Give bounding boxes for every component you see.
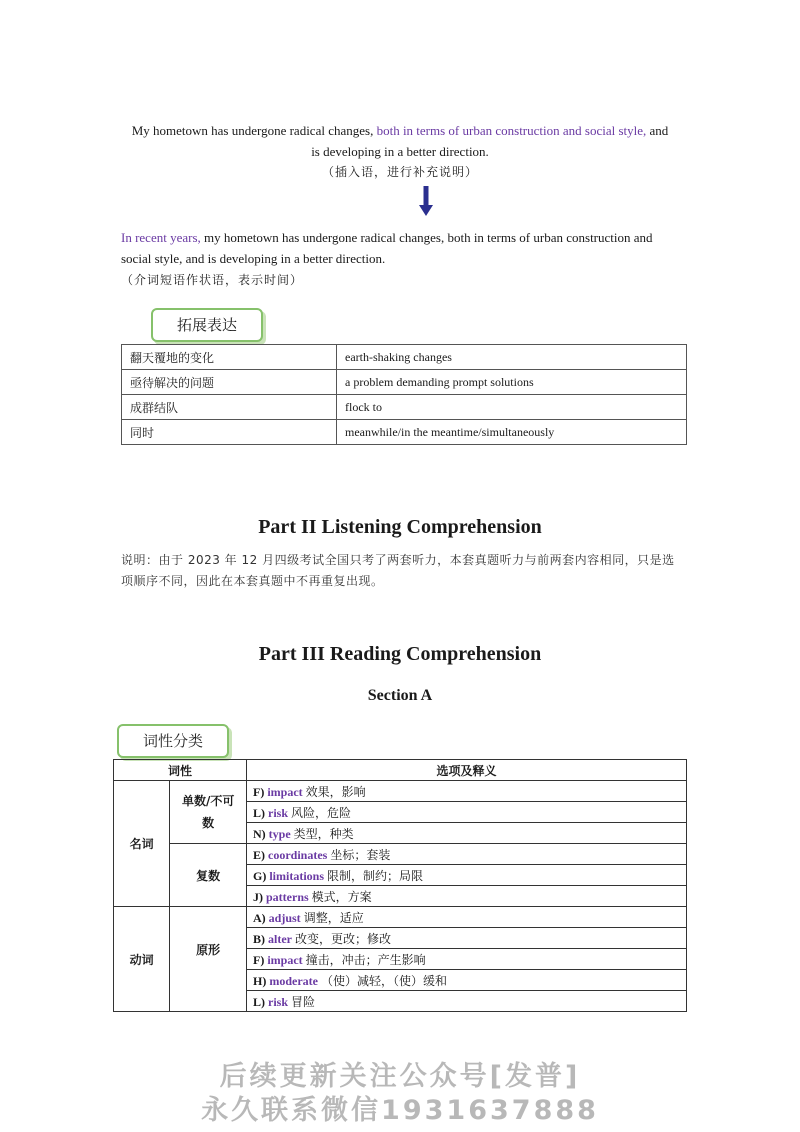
- sentence-text: My hometown has undergone radical changes,: [131, 123, 377, 138]
- section-title: Section A: [367, 687, 433, 704]
- expression-zh: 翻天覆地的变化: [122, 345, 337, 370]
- part3-title: Part III Reading Comprehension: [258, 643, 542, 665]
- expression-en: meanwhile/in the meantime/simultaneously: [337, 420, 687, 445]
- revised-sentence: [121, 227, 686, 269]
- option-cell: L) risk 风险，危险: [247, 802, 687, 823]
- expression-en: earth-shaking changes: [337, 345, 687, 370]
- part2-title: Part II Listening Comprehension: [258, 516, 542, 538]
- option-cell: J) patterns 模式，方案: [247, 886, 687, 907]
- expression-zh: 同时: [122, 420, 337, 445]
- option-cell: G) limitations 限制，制约；局限: [247, 865, 687, 886]
- inserted-phrase: both in terms of urban construction and social style,: [376, 123, 647, 138]
- adverbial-phrase: In recent years,: [121, 230, 201, 245]
- table-row: [122, 420, 687, 445]
- original-note: （插入语，进行补充说明）: [321, 165, 478, 179]
- table-row: [114, 781, 687, 802]
- pos-cell: 动词: [114, 907, 170, 1012]
- sentence-text: and: [646, 123, 669, 138]
- table-row: [122, 395, 687, 420]
- option-cell: A) adjust 调整，适应: [247, 907, 687, 928]
- expressions-tag: 拓展表达: [151, 308, 263, 342]
- sentence-text: my hometown has undergone radical changes, both in terms of urban construction and social style, and is developing in a better direction.: [121, 230, 653, 266]
- header-options: 选项及释义: [247, 760, 687, 781]
- revised-note: （介词短语作状语，表示时间）: [121, 273, 304, 287]
- option-cell: N) type 类型，种类: [247, 823, 687, 844]
- original-sentence: [110, 120, 690, 162]
- word-class-table: [113, 759, 687, 1012]
- option-cell: F) impact 撞击，冲击；产生影响: [247, 949, 687, 970]
- header-pos: 词性: [114, 760, 247, 781]
- expression-en: flock to: [337, 395, 687, 420]
- expression-en: a problem demanding prompt solutions: [337, 370, 687, 395]
- table-row: [122, 370, 687, 395]
- down-arrow-icon: [419, 186, 433, 216]
- word-class-tag: 词性分类: [117, 724, 229, 758]
- table-row: [122, 345, 687, 370]
- option-cell: H) moderate （使）减轻，（使）缓和: [247, 970, 687, 991]
- part2-explanation: 说明：由于 2023 年 12 月四级考试全国只考了两套听力，本套真题听力与前两套内容相同，只是选项顺序不同，因此在本套真题中不再重复出现。: [121, 553, 675, 588]
- expression-zh: 成群结队: [122, 395, 337, 420]
- option-cell: B) alter 改变，更改；修改: [247, 928, 687, 949]
- option-cell: F) impact 效果，影响: [247, 781, 687, 802]
- subcategory-cell: 原形: [170, 907, 247, 1012]
- footer-line-1: 后续更新关注公众号[发普]: [219, 1061, 581, 1092]
- table-row: [114, 844, 687, 865]
- pos-cell: 名词: [114, 781, 170, 907]
- table-header-row: [114, 760, 687, 781]
- expressions-table: [121, 344, 687, 445]
- subcategory-cell: 复数: [170, 844, 247, 907]
- sentence-text: is developing in a better direction.: [311, 144, 489, 159]
- option-cell: L) risk 冒险: [247, 991, 687, 1012]
- table-row: [114, 907, 687, 928]
- expression-zh: 亟待解决的问题: [122, 370, 337, 395]
- subcategory-cell: 单数/不可数: [170, 781, 247, 844]
- footer-line-2: 永久联系微信1931637888: [201, 1095, 599, 1126]
- option-cell: E) coordinates 坐标；套装: [247, 844, 687, 865]
